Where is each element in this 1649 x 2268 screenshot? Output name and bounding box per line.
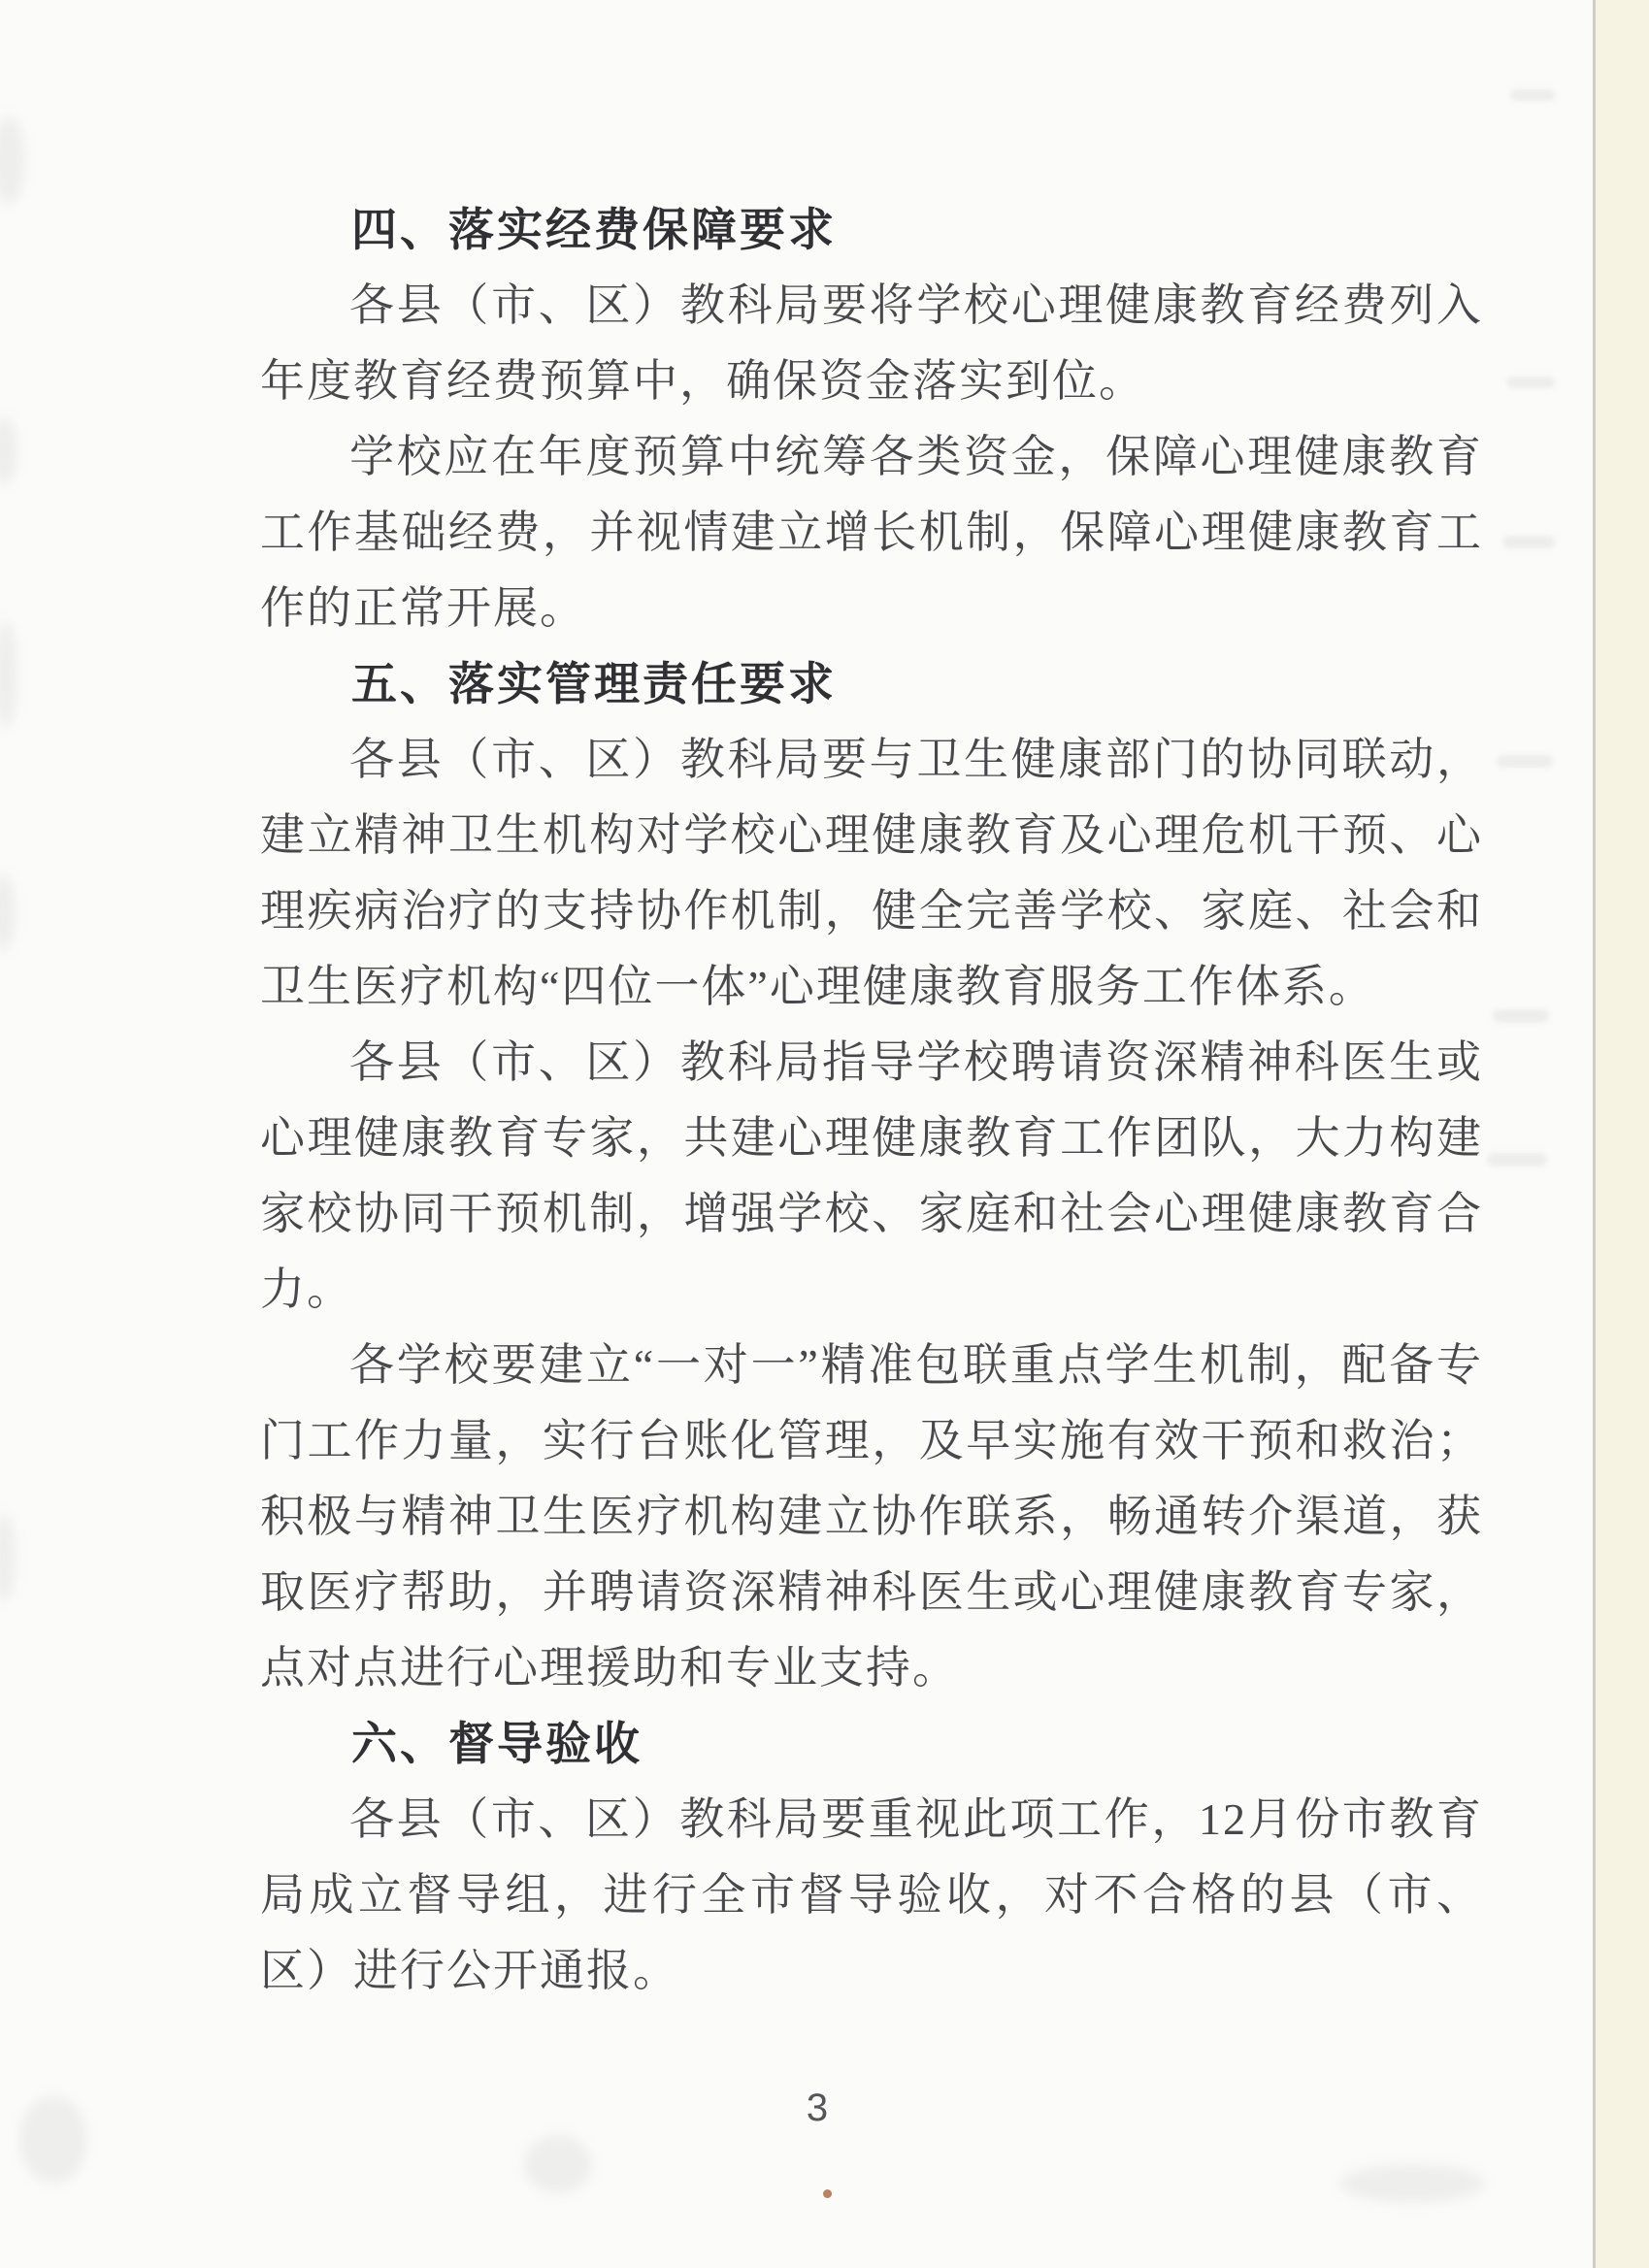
section-heading-5: 五、落实管理责任要求 bbox=[351, 658, 837, 709]
document-body bbox=[260, 192, 1483, 2009]
section-heading-4: 四、落实经费保障要求 bbox=[351, 204, 837, 255]
section-management bbox=[260, 646, 1483, 1706]
scan-smudge bbox=[0, 621, 17, 728]
paragraph: 各学校要建立“一对一”精准包联重点学生机制，配备专门工作力量，实行台账化管理，及早实施有效干预和救治；积极与精神卫生医疗机构建立协作联系，畅通转介渠道，获取医疗帮助，并聘请资深精神科医生或心理健康教育专家，点对点进行心理援助和专业支持。 bbox=[260, 1340, 1483, 1693]
scan-smudge bbox=[1339, 2164, 1485, 2203]
scan-smudge bbox=[19, 2096, 87, 2184]
scan-smudge bbox=[524, 2135, 592, 2193]
scan-mark bbox=[1493, 1009, 1549, 1023]
page-number: 3 bbox=[806, 2087, 829, 2129]
section-heading-6: 六、督导验收 bbox=[351, 1718, 643, 1769]
scan-mark bbox=[1510, 89, 1555, 101]
scan-smudge bbox=[0, 1514, 16, 1601]
scan-smudge bbox=[0, 116, 25, 204]
paragraph: 各县（市、区）教科局要重视此项工作，12月份市教育局成立督导组，进行全市督导验收，对不合格的县（市、区）进行公开通报。 bbox=[260, 1794, 1483, 1995]
scan-smudge bbox=[0, 417, 17, 485]
paragraph: 各县（市、区）教科局要将学校心理健康教育经费列入年度教育经费预算中，确保资金落实到位。 bbox=[260, 280, 1483, 406]
paragraph: 各县（市、区）教科局要与卫生健康部门的协同联动，建立精神卫生机构对学校心理健康教育及心理危机干预、心理疾病治疗的支持协作机制，健全完善学校、家庭、社会和卫生医疗机构“四位一体”心理健康教育服务工作体系。 bbox=[260, 735, 1483, 1011]
paragraph: 各县（市、区）教科局指导学校聘请资深精神科医生或心理健康教育专家，共建心理健康教育工作团队，大力构建家校协同干预机制，增强学校、家庭和社会心理健康教育合力。 bbox=[260, 1037, 1483, 1314]
scan-mark bbox=[1487, 1153, 1547, 1167]
page-edge-band bbox=[1596, 0, 1649, 2268]
ink-dot bbox=[823, 2189, 832, 2198]
scan-mark bbox=[1502, 536, 1555, 548]
paragraph: 学校应在年度预算中统筹各类资金，保障心理健康教育工作基础经费，并视情建立增长机制，保障心理健康教育工作的正常开展。 bbox=[260, 432, 1483, 633]
section-funding bbox=[260, 192, 1483, 646]
section-inspection bbox=[260, 1706, 1483, 2009]
scan-smudge bbox=[0, 873, 16, 951]
scan-mark bbox=[1497, 755, 1553, 768]
scan-mark bbox=[1506, 377, 1555, 388]
